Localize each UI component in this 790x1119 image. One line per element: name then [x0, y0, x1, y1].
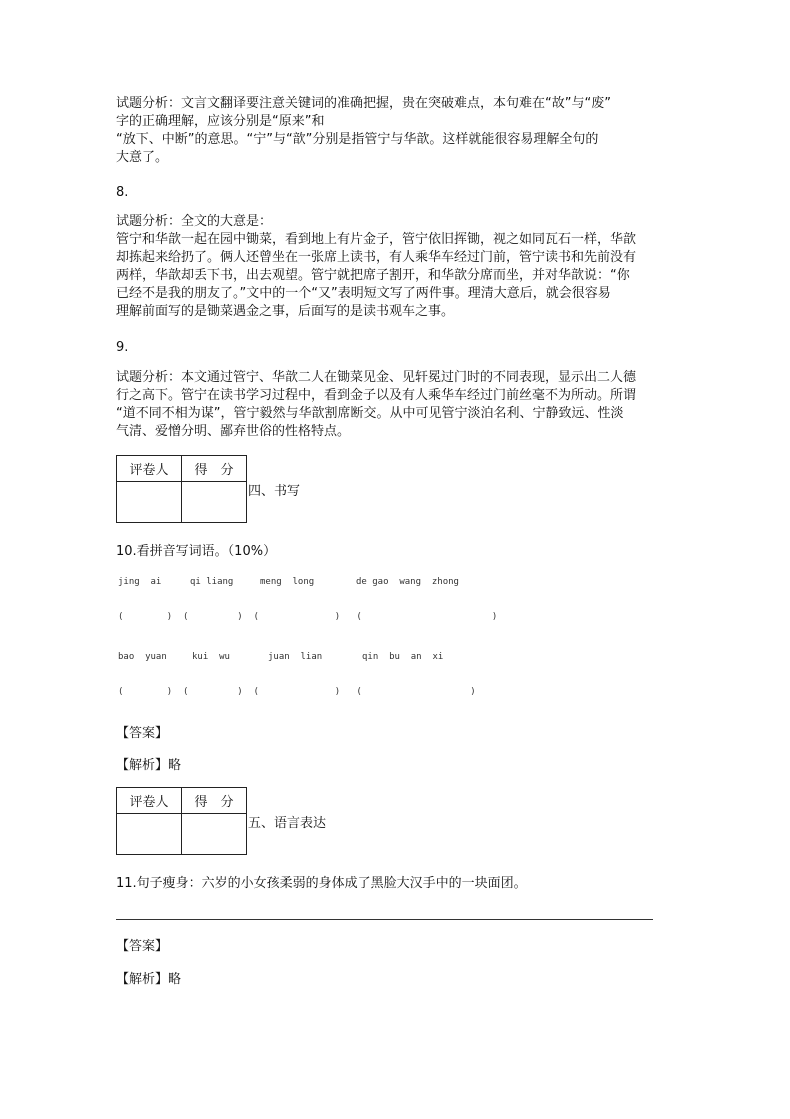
text-line: 试题分析：全文的大意是： [116, 214, 273, 229]
text-line: 字的正确理解，应该分别是“原来”和 [116, 114, 325, 129]
pinyin: kui wu [192, 652, 230, 662]
analysis-q8 [116, 213, 676, 321]
text-line: 大意了。 [116, 150, 169, 165]
pinyin: qi liang [190, 577, 234, 587]
answer-label: 【答案】 [116, 726, 169, 741]
text-line: 试题分析：本文通过管宁、华歆二人在锄菜见金、见轩冕过门时的不同表现，显示出二人德 [116, 370, 637, 385]
text-line: 管宁和华歆一起在园中锄菜，看到地上有片金子，管宁依旧挥锄，视之如同瓦石一样，华歆 [116, 232, 637, 247]
question-title: 10.看拼音写词语。（10%） [116, 544, 277, 559]
text-line: 试题分析：文言文翻译要注意关键词的准确把握，贵在突破难点，本句难在“故”与“废” [116, 96, 611, 111]
pinyin: juan lian [268, 652, 323, 662]
score-cell [182, 814, 247, 855]
grader-header: 评卷人 [117, 456, 182, 482]
pinyin: meng long [260, 577, 315, 587]
text-line: “放下、中断”的意思。“宁”与“歆”分别是指管宁与华歆。这样就能很容易理解全句的 [116, 132, 599, 147]
question-number: 8. [116, 185, 129, 200]
analysis-q9 [116, 369, 676, 441]
analysis-label: 【解析】略 [116, 758, 182, 773]
score-table [116, 455, 247, 523]
grader-cell [117, 482, 182, 523]
analysis-q7 [116, 95, 676, 167]
blank-row: ( ) ( ) ( ) ( ) [118, 687, 476, 697]
section-title: 五、语言表达 [248, 816, 327, 831]
pinyin: qin bu an xi [362, 652, 444, 662]
analysis-label: 【解析】略 [116, 972, 182, 987]
answer-line [116, 919, 653, 920]
text-line: 气清、爱憎分明、鄙弃世俗的性格特点。 [116, 424, 351, 439]
text-line: 却拣起来给扔了。俩人还曾坐在一张席上读书，有人乘华车经过门前，管宁读书和先前没有 [116, 250, 637, 265]
text-line: 已经不是我的朋友了。”文中的一个“又”表明短文写了两件事。理清大意后，就会很容易 [116, 286, 611, 301]
score-table [116, 787, 247, 855]
text-line: 两样，华歆却丢下书，出去观望。管宁就把席子割开，和华歆分席而坐，并对华歆说：“你 [116, 268, 630, 283]
grader-header: 评卷人 [117, 788, 182, 814]
pinyin: bao yuan [118, 652, 167, 662]
text-line: 理解前面写的是锄菜遇金之事，后面写的是读书观车之事。 [116, 304, 455, 319]
grader-cell [117, 814, 182, 855]
text-line: “道不同不相为谋”，管宁毅然与华歆割席断交。从中可见管宁淡泊名利、宁静致远、性淡 [116, 406, 624, 421]
pinyin: jing ai [118, 577, 162, 587]
text-line: 行之高下。管宁在读书学习过程中，看到金子以及有人乘华车经过门前丝毫不为所动。所谓 [116, 388, 637, 403]
answer-label: 【答案】 [116, 939, 169, 954]
section-title: 四、书写 [248, 484, 301, 499]
pinyin: de gao wang zhong [356, 577, 459, 587]
score-header: 得 分 [182, 456, 247, 482]
question-title: 11.句子瘦身：六岁的小女孩柔弱的身体成了黑脸大汉手中的一块面团。 [116, 876, 527, 891]
score-cell [182, 482, 247, 523]
question-number: 9. [116, 340, 129, 355]
score-header: 得 分 [182, 788, 247, 814]
blank-row: ( ) ( ) ( ) ( ) [118, 612, 498, 622]
